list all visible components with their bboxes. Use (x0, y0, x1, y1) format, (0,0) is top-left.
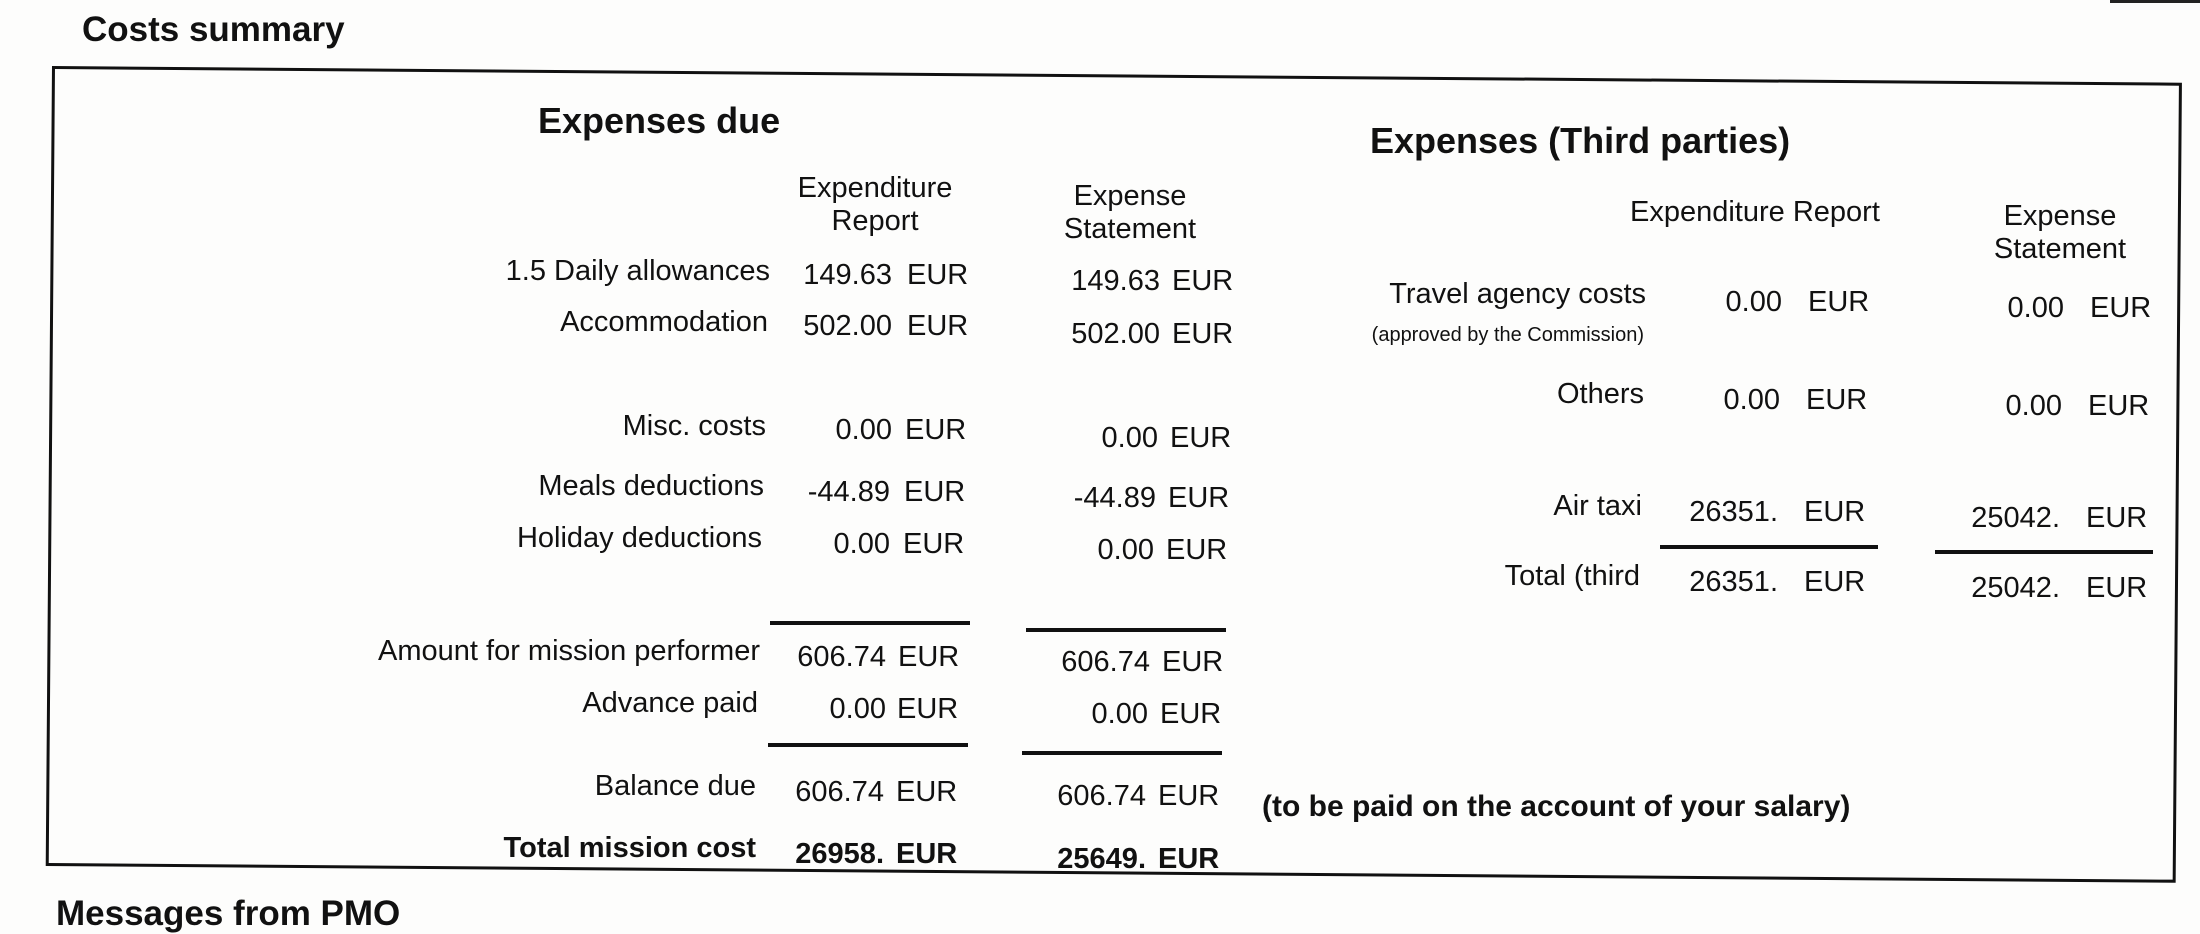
row-value-statement: 0.00 (1091, 698, 1148, 730)
row-value-report: 0.00 (829, 693, 886, 725)
tp-total-currency-statement: EUR (2086, 572, 2148, 604)
row-label: 1.5 Daily allowances (505, 255, 770, 287)
subtotal-rule (770, 621, 970, 625)
row-value-report: 0.00 (833, 528, 890, 560)
row-value-report: -44.89 (807, 476, 890, 508)
tp-row-currency-report: EUR (1806, 384, 1868, 416)
tp-total-rule (1935, 550, 2153, 554)
tp-total-currency-report: EUR (1804, 566, 1866, 598)
row-currency-report: EUR (896, 776, 958, 808)
row-currency-statement: EUR (1172, 265, 1234, 297)
row-value-statement: 0.00 (1101, 422, 1158, 454)
tp-row-currency-statement: EUR (2088, 390, 2150, 422)
row-value-statement: 502.00 (1071, 318, 1160, 350)
tp-row-currency-statement: EUR (2090, 292, 2152, 324)
tp-row-value-statement: 25042. (1971, 502, 2060, 534)
tp-row-value-statement: 0.00 (2005, 390, 2062, 422)
row-value-statement: -44.89 (1073, 482, 1156, 514)
tp-row-label: Travel agency costs (1389, 278, 1646, 310)
row-currency-statement: EUR (1162, 646, 1224, 678)
row-label: Meals deductions (538, 470, 764, 502)
row-value-statement: 0.00 (1097, 534, 1154, 566)
expenses-due-title: Expenses due (538, 100, 781, 141)
row-currency-statement: EUR (1166, 534, 1228, 566)
tp-row-currency-report: EUR (1804, 496, 1866, 528)
row-label: Accommodation (560, 306, 768, 338)
row-currency-report: EUR (898, 641, 960, 673)
balance-rule (768, 743, 968, 747)
total-mission-cost-label: Total mission cost (503, 832, 756, 864)
total-mission-cost-report: 26958. (795, 838, 884, 870)
row-currency-statement: EUR (1158, 780, 1220, 812)
row-currency-report: EUR (904, 476, 966, 508)
row-currency-report: EUR (905, 414, 967, 446)
tp-total-label: Total (third (1504, 560, 1640, 592)
tp-row-value-statement: 0.00 (2007, 292, 2064, 324)
tp-row-sublabel: (approved by the Commission) (1371, 324, 1644, 346)
top-edge-line (2110, 0, 2200, 3)
tp-total-rule (1660, 545, 1878, 549)
messages-heading: Messages from PMO (56, 894, 401, 933)
subtotal-rule (1026, 628, 1226, 632)
tp-row-value-report: 26351. (1689, 496, 1778, 528)
row-currency-statement: EUR (1158, 843, 1220, 875)
tp-row-value-report: 0.00 (1725, 286, 1782, 318)
tp-row-value-report: 0.00 (1723, 384, 1780, 416)
expenses-due-col-expenditure-report: Expenditure Report (797, 172, 953, 238)
row-value-report: 606.74 (795, 776, 884, 808)
third-parties-title: Expenses (Third parties) (1370, 120, 1791, 161)
row-value-statement: 606.74 (1061, 646, 1150, 678)
balance-rule (1022, 751, 1222, 755)
tp-row-currency-statement: EUR (2086, 502, 2148, 534)
row-currency-statement: EUR (1172, 318, 1234, 350)
row-currency-report: EUR (903, 528, 965, 560)
tp-total-value-statement: 25042. (1971, 572, 2060, 604)
third-parties-col-expense-statement: Expense Statement (1993, 200, 2127, 266)
expenses-due-col-expense-statement: Expense Statement (1063, 180, 1197, 246)
row-label: Amount for mission performer (378, 635, 760, 667)
tp-row-currency-report: EUR (1808, 286, 1870, 318)
row-currency-report: EUR (907, 259, 969, 291)
row-currency-statement: EUR (1170, 422, 1232, 454)
row-label: Advance paid (582, 687, 758, 719)
row-currency-statement: EUR (1168, 482, 1230, 514)
row-value-report: 502.00 (803, 310, 892, 342)
row-currency-report: EUR (907, 310, 969, 342)
row-value-statement: 606.74 (1057, 780, 1146, 812)
row-value-report: 0.00 (835, 414, 892, 446)
tp-row-label: Others (1556, 378, 1644, 410)
page-title: Costs summary (82, 10, 345, 49)
third-parties-col-expenditure-report: Expenditure Report (1630, 196, 1880, 228)
row-currency-report: EUR (896, 838, 958, 870)
salary-payment-note: (to be paid on the account of your salary) (1262, 790, 1851, 823)
row-value-report: 149.63 (803, 259, 892, 291)
row-currency-report: EUR (897, 693, 959, 725)
row-currency-statement: EUR (1160, 698, 1222, 730)
total-mission-cost-statement: 25649. (1057, 843, 1146, 875)
row-label: Holiday deductions (516, 522, 762, 554)
tp-row-label: Air taxi (1553, 490, 1642, 522)
row-label: Balance due (594, 770, 756, 802)
row-label: Misc. costs (622, 410, 766, 442)
tp-total-value-report: 26351. (1689, 566, 1778, 598)
row-value-statement: 149.63 (1071, 265, 1160, 297)
row-value-report: 606.74 (797, 641, 886, 673)
